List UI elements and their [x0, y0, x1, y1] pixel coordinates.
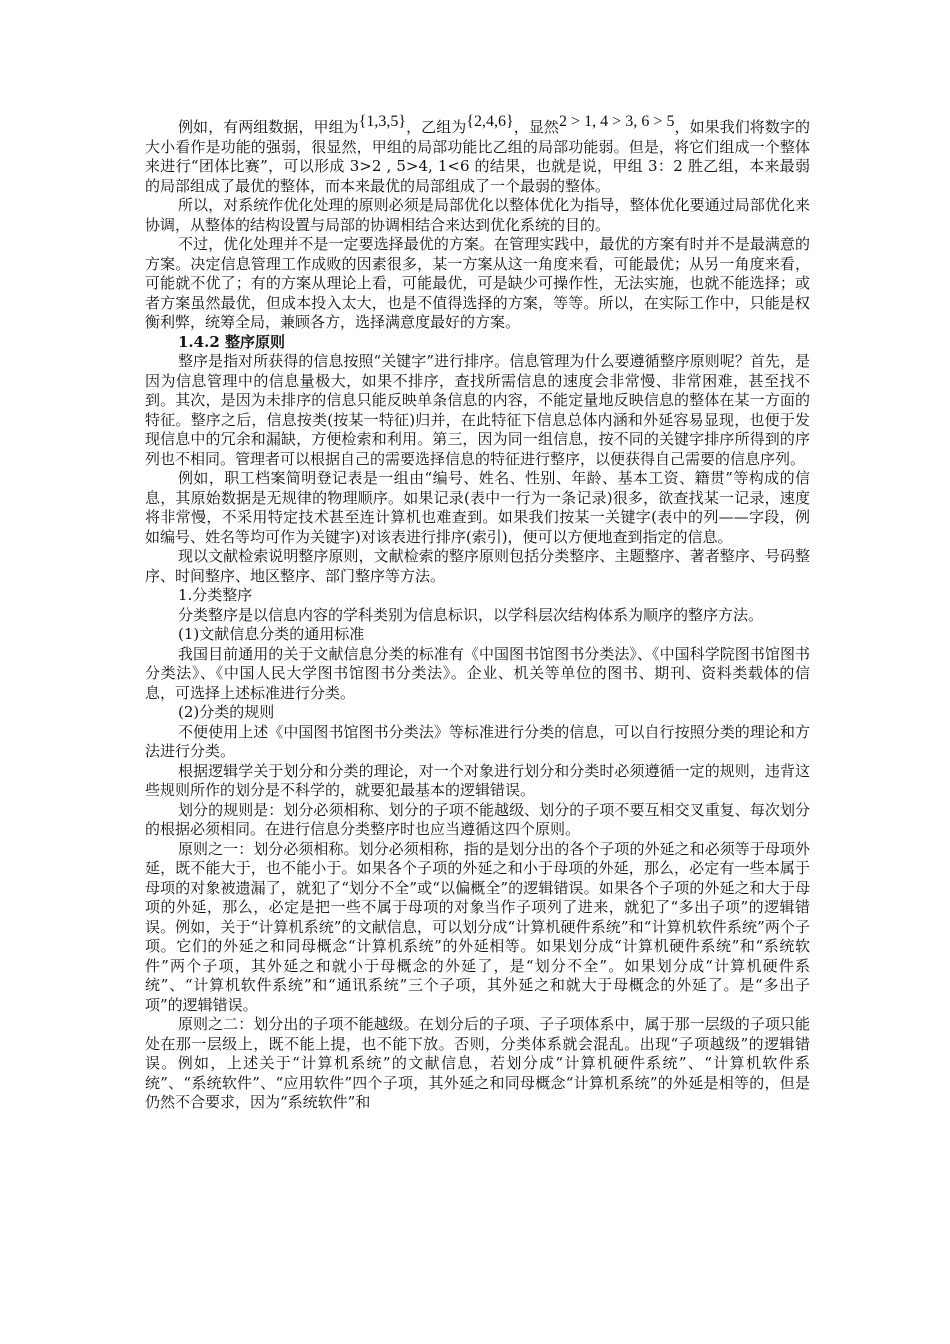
set-a-formula: {1,3,5}: [358, 113, 407, 130]
set-b-formula: {2,4,6}: [466, 113, 514, 130]
paragraph-classification-definition: 分类整序是以信息内容的学科类别为信息标识，以学科层次结构体系为顺序的整序方法。: [178, 605, 764, 624]
paragraph-principle-two: 原则之二：划分出的子项不能越级。在划分后的子项、子子项体系中，属于那一层级的子项只能处在那一层级上，既不能上提，也不能下放。否则，分类体系就会混乱。出现“子项越级”的逻辑错误。例如，上述关于“计算机系统”的文献信息，若划分成“计算机硬件系统”、“计算机软件系统”、“系统软件”、“应用软件”四个子项，其外延之和同母概念“计算机系统”的外延是相等的，但是仍然不合要求，因为“系统软件”和: [145, 1015, 810, 1111]
paragraph-custom-classification: 不便使用上述《中国图书馆图书分类法》等标准进行分类的信息，可以自行按照分类的理论和方法进行分类。: [145, 722, 810, 760]
paragraph-division-rules: 划分的规则是：划分必须相称、划分的子项不能越级、划分的子项不要互相交叉重复、每次划分的根据必须相同。在进行信息分类整序时也应当遵循这四个原则。: [145, 800, 810, 838]
paragraph-text: ，显然: [513, 118, 559, 136]
section-heading-1-4-2: 1.4.2 整序原则: [178, 332, 285, 351]
paragraph-text: ，如果我们将数字的大小看作是功能的强弱，很显然，甲组的局部功能比乙组的局部功能弱。但是，将它们组成一个整体来进行“团体比赛”，可以形成 3>2 , 5>4, 1<6 的结果，也就是说，甲组 3：2 胜乙组，本来最弱的局部组成了最优的整体，而本来最优的局部组成了一个最弱的整体。: [145, 118, 810, 195]
paragraph-text: 例如，有两组数据，甲组为: [178, 118, 359, 136]
paragraph-sorting-example: 例如，职工档案简明登记表是一组由“编号、姓名、性别、年龄、基本工资、籍贯”等构成的信息，其原始数据是无规律的物理顺序。如果记录(表中一行为一条记录)很多，欲查找某一记录，速度将非常慢，不采用特定技术甚至连计算机也难查到。如果我们按某一关键字(表中的列——字段，例如编号、姓名等均可作为关键字)对该表进行排序(索引)，便可以方便地查到指定的信息。: [145, 469, 810, 546]
inequality-formula: 2 > 1, 4 > 3, 6 > 5: [558, 113, 675, 130]
paragraph-optimization-principle: 所以，对系统作优化处理的原则必须是局部优化以整体优化为指导，整体优化要通过局部优化来协调，从整体的结构设置与局部的协调相结合来达到优化系统的目的。: [145, 196, 810, 234]
paragraph-literature-retrieval: 现以文献检索说明整序原则，文献检索的整序原则包括分类整序、主题整序、著者整序、号码整序、时间整序、地区整序、部门整序等方法。: [145, 547, 810, 585]
paragraph-satisfactory-plan: 不过，优化处理并不是一定要选择最优的方案。在管理实践中，最优的方案有时并不是最满意的方案。决定信息管理工作成败的因素很多，某一方案从这一角度来看，可能最优；从另一角度来看，可能就不优了；有的方案从理论上看，可能最优，可是缺少可操作性，无法实施，也就不能选择；或者方案虽然最优，但成本投入太大，也是不值得选择的方案，等等。所以，在实际工作中，只能是权衡利弊，统筹全局，兼顾各方，选择满意度最好的方案。: [145, 235, 810, 331]
subheading-general-standard: (1)文献信息分类的通用标准: [178, 625, 365, 643]
document-page: [145, 113, 810, 1113]
paragraph-standards: 我国目前通用的关于文献信息分类的标准有《中国图书馆图书分类法》、《中国科学院图书馆图书分类法》、《中国人民大学图书馆图书分类法》。企业、机关等单位的图书、期刊、资料类载体的信息，可选择上述标准进行分类。: [145, 644, 810, 702]
subheading-classification-sorting: 1.分类整序: [178, 586, 253, 604]
subheading-classification-rules: (2)分类的规则: [178, 703, 275, 721]
paragraph-example-sets: [145, 113, 810, 196]
paragraph-sorting-definition: 整序是指对所获得的信息按照“关键字”进行排序。信息管理为什么要遵循整序原则呢？首先，是因为信息管理中的信息量极大，如果不排序，查找所需信息的速度会非常慢、非常困难，甚至找不到。其次，是因为未排序的信息只能反映单条信息的内容，不能定量地反映信息的整体在某一方面的特征。整序之后，信息按类(按某一特征)归并，在此特征下信息总体内涵和外延容易显现，也便于发现信息中的冗余和漏缺，方便检索和利用。第三，因为同一组信息，按不同的关键字排序所得到的序列也不相同。管理者可以根据自己的需要选择信息的特征进行整序，以便获得自己需要的信息序列。: [145, 352, 810, 468]
paragraph-principle-one: 原则之一：划分必须相称。划分必须相称，指的是划分出的各个子项的外延之和必须等于母项外延，既不能大于，也不能小于。如果各个子项的外延之和小于母项的外延，那么，必定有一些本属于母项的对象被遗漏了，就犯了“划分不全”或“以偏概全”的逻辑错误。如果各个子项的外延之和大于母项的外延，那么，必定是把一些不属于母项的对象当作子项列了进来，就犯了“多出子项”的逻辑错误。例如，关于“计算机系统”的文献信息，可以划分成“计算机硬件系统”和“计算机软件系统”两个子项。它们的外延之和同母概念“计算机系统”的外延相等。如果划分成“计算机硬件系统”和“系统软件”两个子项，其外延之和就小于母概念的外延了，是“划分不全”。如果划分成“计算机硬件系统”、“计算机软件系统”和“通讯系统”三个子项，其外延之和就大于母概念的外延了。是“多出子项”的逻辑错误。: [145, 839, 810, 1014]
paragraph-logic-theory: 根据逻辑学关于划分和分类的理论，对一个对象进行划分和分类时必须遵循一定的规则，违背这些规则所作的划分是不科学的，就要犯最基本的逻辑错误。: [145, 761, 810, 799]
paragraph-text: ，乙组为: [406, 118, 467, 136]
